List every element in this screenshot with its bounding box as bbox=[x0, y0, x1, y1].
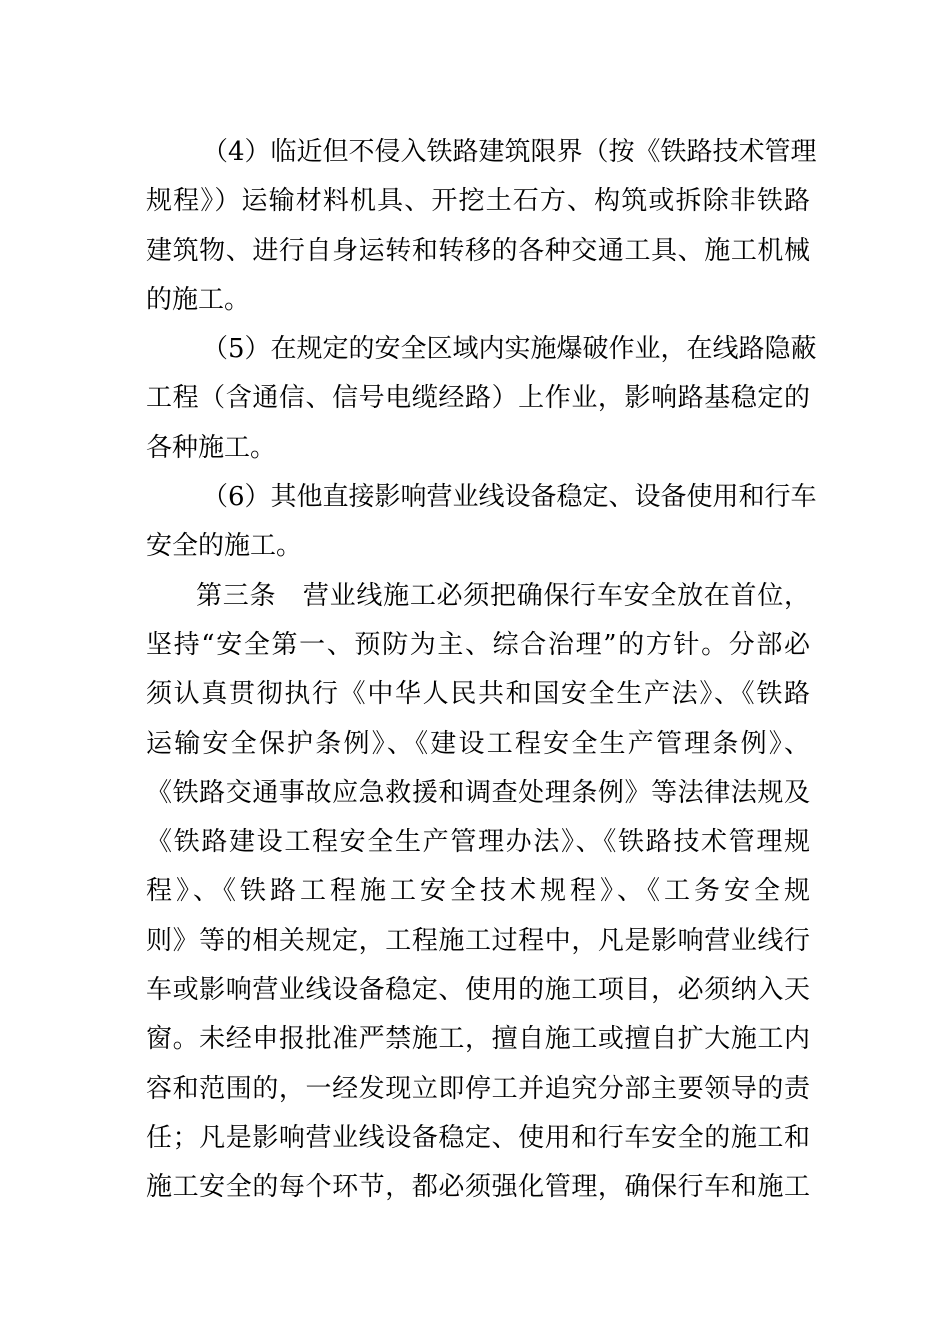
text-line: 容和范围的，一经发现立即停工并追究分部主要领导的责 bbox=[146, 1073, 810, 1104]
text-line: 施工安全的每个环节，都必须强化管理，确保行车和施工 bbox=[146, 1172, 810, 1203]
text-line: （6）其他直接影响营业线设备稳定、设备使用和行车 bbox=[202, 482, 817, 513]
text-line: 则》等的相关规定，工程施工过程中，凡是影响营业线行 bbox=[146, 925, 810, 956]
text-line: 安全的施工。 bbox=[146, 531, 303, 562]
text-line: 须认真贯彻执行《中华人民共和国安全生产法》、《铁路 bbox=[146, 679, 810, 710]
text-line: 坚持“安全第一、预防为主、综合治理”的方针。分部必 bbox=[146, 629, 810, 660]
text-line: 各种施工。 bbox=[146, 432, 277, 463]
text-line: 任；凡是影响营业线设备稳定、使用和行车安全的施工和 bbox=[146, 1122, 810, 1153]
text-line: 工程（含通信、信号电缆经路）上作业，影响路基稳定的 bbox=[146, 383, 810, 414]
text-line: 的施工。 bbox=[146, 284, 251, 315]
text-line: 《铁路建设工程安全生产管理办法》、《铁路技术管理规 bbox=[146, 827, 810, 858]
clause-heading-line: 第三条 营业线施工必须把确保行车安全放在首位， bbox=[196, 580, 810, 611]
text-line: 窗。未经申报批准严禁施工，擅自施工或擅自扩大施工内 bbox=[146, 1024, 810, 1055]
body-text bbox=[146, 128, 817, 1213]
text-line: 运输安全保护条例》、《建设工程安全生产管理条例》、 bbox=[146, 728, 810, 759]
text-line: （4）临近但不侵入铁路建筑限界（按《铁路技术管理 bbox=[202, 137, 817, 167]
text-line: 规程》）运输材料机具、开挖土石方、构筑或拆除非铁路 bbox=[146, 186, 810, 217]
text-line: 车或影响营业线设备稳定、使用的施工项目，必须纳入天 bbox=[146, 975, 810, 1006]
text-line: 《铁路交通事故应急救援和调查处理条例》等法律法规及 bbox=[146, 777, 810, 808]
text-line: （5）在规定的安全区域内实施爆破作业，在线路隐蔽 bbox=[202, 334, 817, 365]
text-line: 程》、《铁路工程施工安全技术规程》、《工务安全规 bbox=[146, 876, 810, 907]
text-line: 建筑物、进行自身运转和转移的各种交通工具、施工机械 bbox=[146, 235, 810, 266]
